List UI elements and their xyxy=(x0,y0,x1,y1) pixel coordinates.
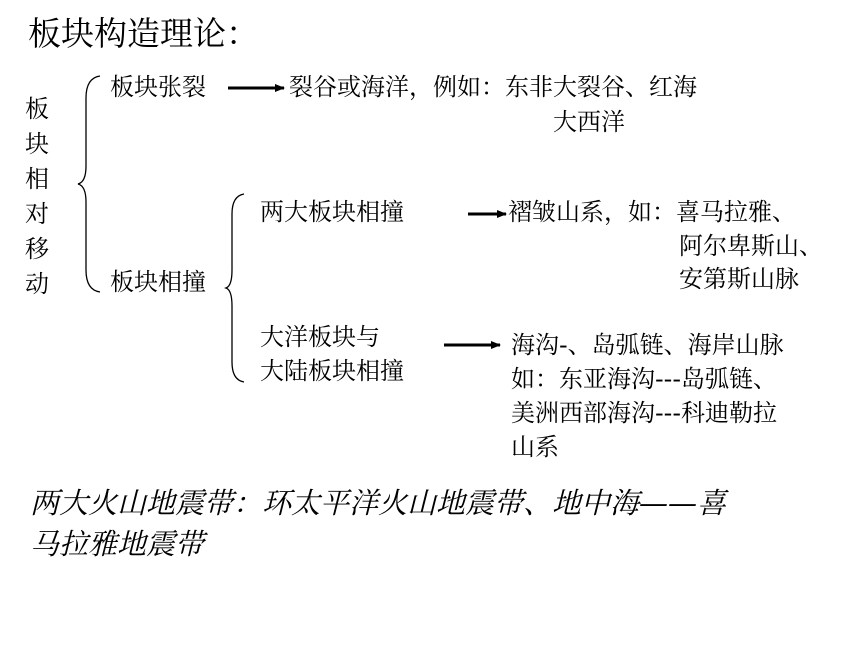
collide-sub1-result-line1: 褶皱山系，如：喜马拉雅、 xyxy=(508,198,796,226)
vertical-char: 动 xyxy=(25,270,49,298)
split-result-line2: 大西洋 xyxy=(553,108,625,136)
vertical-char: 相 xyxy=(25,165,49,193)
collide-sub2-label-line2: 大陆板块相撞 xyxy=(260,357,404,385)
collide-sub2-label-line1: 大洋板块与 xyxy=(260,323,380,351)
sub-brace xyxy=(226,194,244,382)
collide-sub2-result-line4: 山系 xyxy=(511,433,559,461)
vertical-char: 对 xyxy=(25,200,49,228)
collide-sub2-result-line3: 美洲西部海沟---科迪勒拉 xyxy=(511,399,777,427)
collide-sub1-result-line2: 阿尔卑斯山、 xyxy=(679,232,823,260)
main-brace xyxy=(78,76,100,292)
split-label: 板块张裂 xyxy=(110,73,206,101)
page-title: 板块构造理论： xyxy=(28,14,259,53)
collide-label: 板块相撞 xyxy=(110,268,206,296)
collide-sub2-result-line1: 海沟-、岛弧链、海岸山脉 xyxy=(511,331,784,359)
vertical-char: 板 xyxy=(25,95,49,123)
vertical-char: 块 xyxy=(25,130,49,158)
split-result-line1: 裂谷或海洋，例如：东非大裂谷、红海 xyxy=(289,73,697,101)
footer-line1: 两大火山地震带：环太平洋火山地震带、地中海——喜 xyxy=(30,486,727,520)
vertical-char: 移 xyxy=(25,235,49,263)
collide-sub1-label: 两大板块相撞 xyxy=(260,198,404,226)
collide-sub2-result-line2: 如：东亚海沟---岛弧链、 xyxy=(511,365,777,393)
footer-line2: 马拉雅地震带 xyxy=(30,527,205,561)
collide-sub1-result-line3: 安第斯山脉 xyxy=(679,265,799,293)
